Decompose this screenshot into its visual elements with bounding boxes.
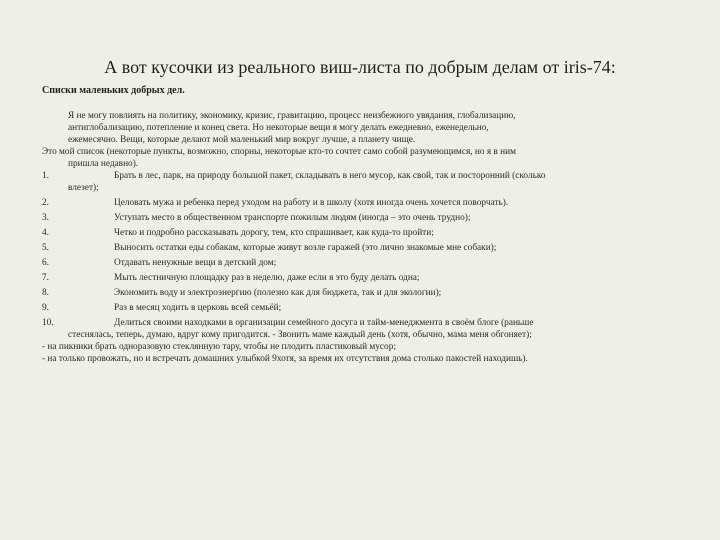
list-item-number: 10. [42, 318, 54, 328]
list-intro-line-1: Это мой список (некоторые пункты, возможно, спорны, некоторые кто-то сочтет само собой разумеющимся, но я в ним [42, 147, 516, 157]
list-item [42, 227, 682, 239]
dash-line: - на только провожать, но и встречать домашних улыбкой 9хотя, за время их отсутствия дома столько пакостей находишь). [42, 354, 528, 364]
list-item-number: 9. [42, 303, 49, 313]
intro-line-3: ежемесячно. Вещи, которые делают мой маленький мир вокруг лучше, а планету чище. [68, 135, 416, 145]
list-item [42, 212, 682, 224]
list-item-number: 2. [42, 198, 49, 208]
intro-line-2: антиглобализацию, потепление и конец света. Но некоторые вещи я могу делать ежедневно, еженедельно, [68, 123, 489, 133]
list-item-text: Брать в лес, парк, на природу большой пакет, складывать в него мусор, как свой, так и посторонний (сколько [114, 171, 546, 181]
list-item-text: Мыть лестничную площадку раз в неделю, даже если я это буду делать одна; [114, 273, 420, 283]
list-item-text: Отдавать ненужные вещи в детский дом; [114, 258, 277, 268]
list-item [42, 317, 682, 341]
list-item-number: 6. [42, 258, 49, 268]
list-item-text: Раз в месяц ходить в церковь всей семьёй; [114, 303, 282, 313]
good-deeds-list [42, 170, 682, 341]
list-item-number: 3. [42, 213, 49, 223]
intro-paragraph [42, 110, 682, 146]
page-title: А вот кусочки из реального виш-листа по добрым делам от iris-74: [104, 57, 616, 77]
list-item [42, 257, 682, 269]
list-item-number: 5. [42, 243, 49, 253]
intro-line-1: Я не могу повлиять на политику, экономику, кризис, гравитацию, процесс неизбежного увядания, глобализацию, [68, 111, 516, 121]
list-item [42, 170, 682, 194]
list-item-number: 7. [42, 273, 49, 283]
list-item-continuation: влезет); [68, 183, 99, 193]
list-item-text: Делиться своими находками в организации семейного досуга и тайм-менеджмента в своём блоге (раньше [114, 318, 534, 328]
list-item-number: 1. [42, 171, 49, 181]
list-item [42, 302, 682, 314]
list-intro-paragraph [42, 146, 682, 170]
list-item-number: 4. [42, 228, 49, 238]
list-item [42, 242, 682, 254]
list-item-text: Четко и подробно рассказывать дорогу, тем, кто спрашивает, как куда-то пройти; [114, 228, 434, 238]
list-intro-line-2: пришла недавно). [68, 159, 139, 169]
dash-line: - на пикники брать одноразовую стеклянную тару, чтобы не плодить пластиковый мусор; [42, 342, 396, 352]
subtitle: Списки маленьких добрых дел. [42, 85, 185, 96]
list-item-text: Уступать место в общественном транспорте пожилым людям (иногда – это очень трудно); [114, 213, 471, 223]
list-item [42, 287, 682, 299]
list-item [42, 272, 682, 284]
list-item [42, 197, 682, 209]
list-item-text: Целовать мужа и ребенка перед уходом на работу и в школу (хотя иногда очень хочется поворчать). [114, 198, 509, 208]
list-item-continuation: стеснялась, теперь, думаю, вдруг кому пригодится. - Звонить маме каждый день (хотя, обычно, мама меня обгоняет); [68, 330, 532, 340]
list-item-text: Выносить остатки еды собакам, которые живут возле гаражей (это лично знакомые мне собаки); [114, 243, 497, 253]
list-item-text: Экономить воду и электроэнергию (полезно как для бюджета, так и для экологии); [114, 288, 442, 298]
document-body [42, 110, 682, 365]
list-item-number: 8. [42, 288, 49, 298]
